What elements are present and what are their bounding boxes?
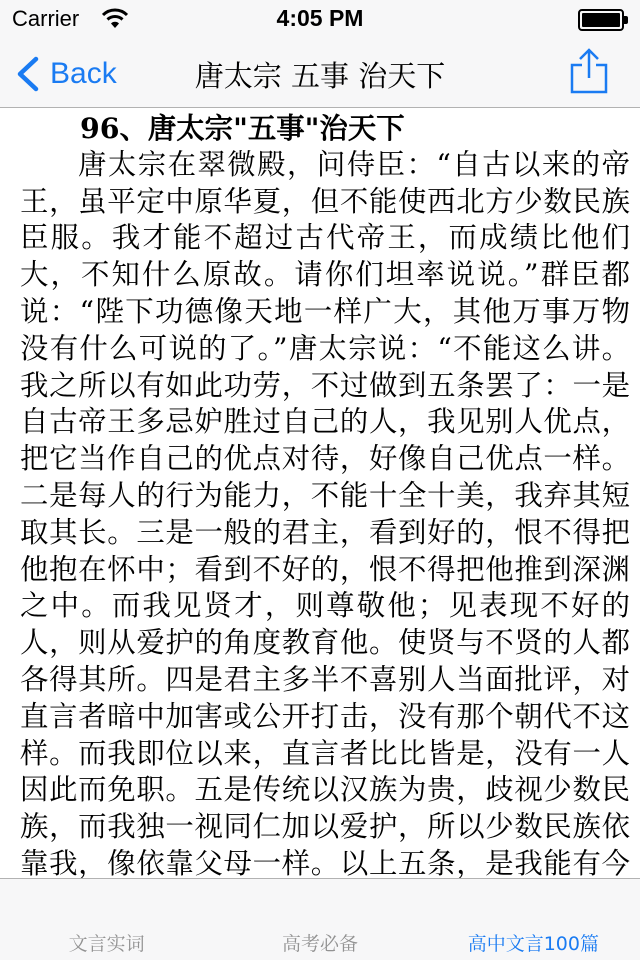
- status-bar: [0, 0, 640, 40]
- page-title: 唐太宗 五事 治天下: [194, 59, 446, 93]
- translation-paragraph: 唐太宗在翠微殿，问侍臣：“自古以来的帝王，虽平定中原华夏，但不能使西北方少数民族臣服。我才能不超过古代帝王，而成绩比他们大，不知什么原故。请你们坦率说说。”群臣都说：“陛下功德像天地一样广大，其他万事万物没有什么可说的了。”唐太宗说：“不能这么讲。我之所以有如此功劳，不过做到五条罢了：一是自古帝王多忌妒胜过自己的人，我见别人优点，把它当作自己的优点对待，好像自己优点一样。二是每人的行为能力，不能十全十美，我弃其短取其长。三是一般的君主，看到好的，恨不得把他抱在怀中；看到不好的，恨不得把他推到深渊之中。而我见贤才，则尊敬他；见表现不好的人，则从爱护的角度教育他。使贤与不贤的人都各得其所。四是君主多半不喜别人当面批评，对直言者暗中加害或公开打击，没有那个朝代不这样。而我即位以来，直言者比比皆是，没有一人因此而免职。五是传统以汉族为贵，歧视少数民族，而我独一视同仁加以爱护，所以少数民族依靠我，像依靠父母一样。以上五条，是我能有今: [20, 147, 630, 878]
- battery-icon: [578, 9, 628, 31]
- article-scroll-view[interactable]: [0, 108, 640, 878]
- chevron-left-icon: [14, 56, 42, 92]
- navigation-bar: [0, 40, 640, 108]
- tab-label: 高中文言100篇: [467, 933, 599, 955]
- article-heading: 96、唐太宗"五事"治天下: [80, 111, 405, 145]
- share-icon[interactable]: [568, 48, 610, 94]
- tab-gaozhong-wenyan-100[interactable]: [427, 879, 640, 960]
- back-label: Back: [50, 57, 117, 90]
- back-button[interactable]: [14, 52, 117, 96]
- article-body: [0, 108, 640, 878]
- status-time: 4:05 PM: [276, 5, 364, 31]
- tab-label: 文言实词: [68, 933, 145, 955]
- carrier-label: Carrier: [12, 6, 80, 31]
- tab-bar: [0, 878, 640, 960]
- tab-gaokao-bibei[interactable]: [213, 879, 426, 960]
- tab-wenyan-shici[interactable]: [0, 879, 213, 960]
- tab-label: 高考必备: [281, 933, 358, 955]
